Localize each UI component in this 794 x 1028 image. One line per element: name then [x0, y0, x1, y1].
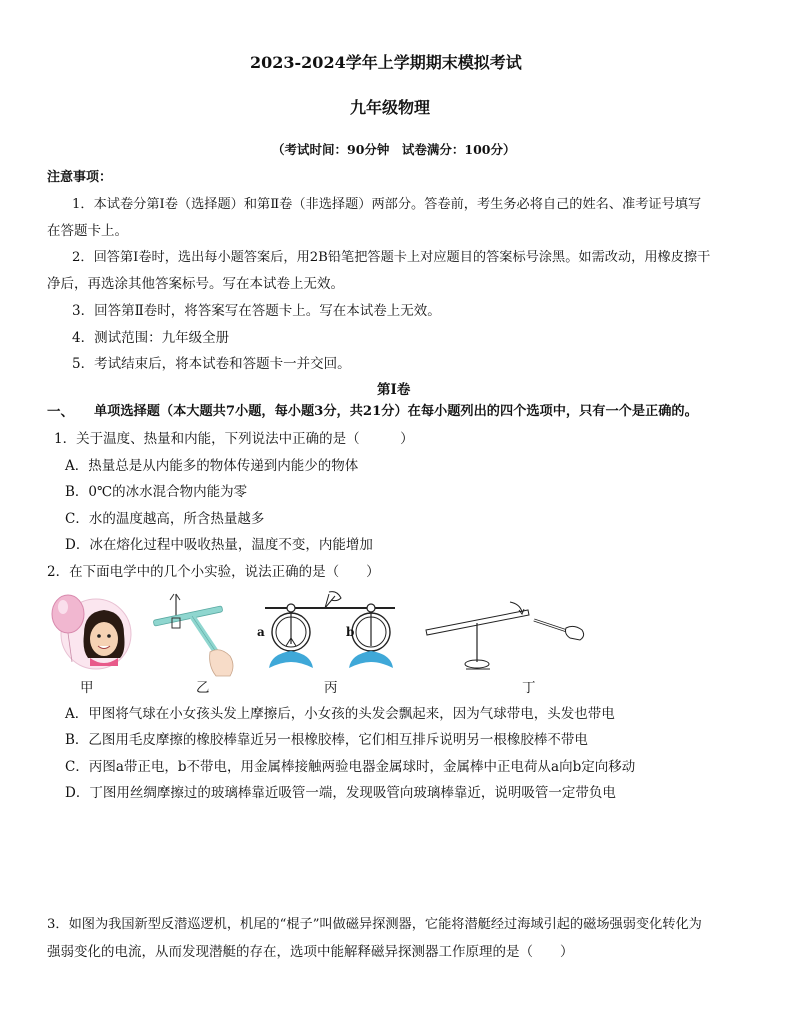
notice-item-1-line-1: 1．本试卷分第Ⅰ卷（选择题）和第Ⅱ卷（非选择题）两部分。答卷前，考生务必将自己的姓名、准考证号填写 — [72, 197, 702, 212]
figure-yi-rubber-rods — [150, 590, 240, 680]
notice-item-4: 4．测试范围：九年级全册 — [72, 330, 230, 346]
q1-option-c: C．水的温度越高，所含热量越多 — [65, 511, 265, 527]
exam-title: 2023-2024学年上学期期末模拟考试 — [250, 53, 522, 72]
q2-option-d: D．丁图用丝绸摩擦过的玻璃棒靠近吸管一端，发现吸管向玻璃棒靠近，说明吸管一定带负电 — [65, 785, 616, 801]
notice-item-1-line-2: 在答题卡上。 — [47, 223, 128, 239]
part-1-heading: 第Ⅰ卷 — [377, 382, 411, 398]
q1-stem: 1．关于温度、热量和内能，下列说法中正确的是（ ） — [54, 431, 414, 447]
section-instruction: 单项选择题（本大题共7小题，每小题3分，共21分）在每小题列出的四个选项中，只有一个是正确的。 — [94, 404, 698, 419]
notice-item-3: 3．回答第Ⅱ卷时，将答案写在答题卡上。写在本试卷上无效。 — [72, 303, 441, 319]
exam-info: （考试时间：90分钟 试卷满分：100分） — [272, 142, 516, 157]
q3-stem-line-1: 3．如图为我国新型反潜巡逻机，机尾的“棍子”叫做磁异探测器，它能将潜艇经过海域引起的磁场强弱变化转化为 — [47, 917, 702, 932]
notice-item-2-line-1: 2．回答第Ⅰ卷时，选出每小题答案后，用2B铅笔把答题卡上对应题目的答案标号涂黑。如需改动，用橡皮擦干 — [72, 250, 711, 265]
exam-subtitle: 九年级物理 — [350, 98, 431, 117]
notice-item-2-line-2: 净后，再选涂其他答案标号。写在本试卷上无效。 — [47, 276, 344, 292]
q1-option-a: A．热量总是从内能多的物体传递到内能少的物体 — [65, 458, 359, 474]
q2-stem: 2．在下面电学中的几个小实验，说法正确的是（ ） — [47, 564, 380, 580]
q2-option-a: A．甲图将气球在小女孩头发上摩擦后，小女孩的头发会飘起来，因为气球带电，头发也带电 — [65, 706, 615, 722]
q2-option-c: C．丙图a带正电，b不带电，用金属棒接触两验电器金属球时，金属棒中正电荷从a向b定向移动 — [65, 759, 636, 775]
figure-ding-straw-glass-rod — [424, 598, 594, 676]
q1-option-b: B．0℃的冰水混合物内能为零 — [65, 484, 248, 500]
q1-option-d: D．冰在熔化过程中吸收热量，温度不变，内能增加 — [65, 537, 373, 553]
electroscope-label-a: a — [257, 625, 265, 639]
electroscope-label-b: b — [346, 625, 355, 639]
section-number: 一、 — [47, 404, 74, 420]
notice-label: 注意事项： — [47, 170, 113, 185]
figure-label-jia: 甲 — [80, 680, 94, 696]
figure-jia-balloon-girl — [44, 592, 134, 672]
figure-label-ding: 丁 — [522, 680, 536, 696]
figure-label-bing: 丙 — [324, 680, 338, 696]
q2-option-b: B．乙图用毛皮摩擦的橡胶棒靠近另一根橡胶棒，它们相互排斥说明另一根橡胶棒不带电 — [65, 732, 588, 748]
figure-label-yi: 乙 — [196, 680, 210, 696]
q3-stem-line-2: 强弱变化的电流，从而发现潜艇的存在，选项中能解释磁异探测器工作原理的是（ ） — [47, 944, 574, 960]
notice-item-5: 5．考试结束后，将本试卷和答题卡一并交回。 — [72, 356, 351, 372]
figure-bing-electroscopes — [255, 588, 405, 674]
